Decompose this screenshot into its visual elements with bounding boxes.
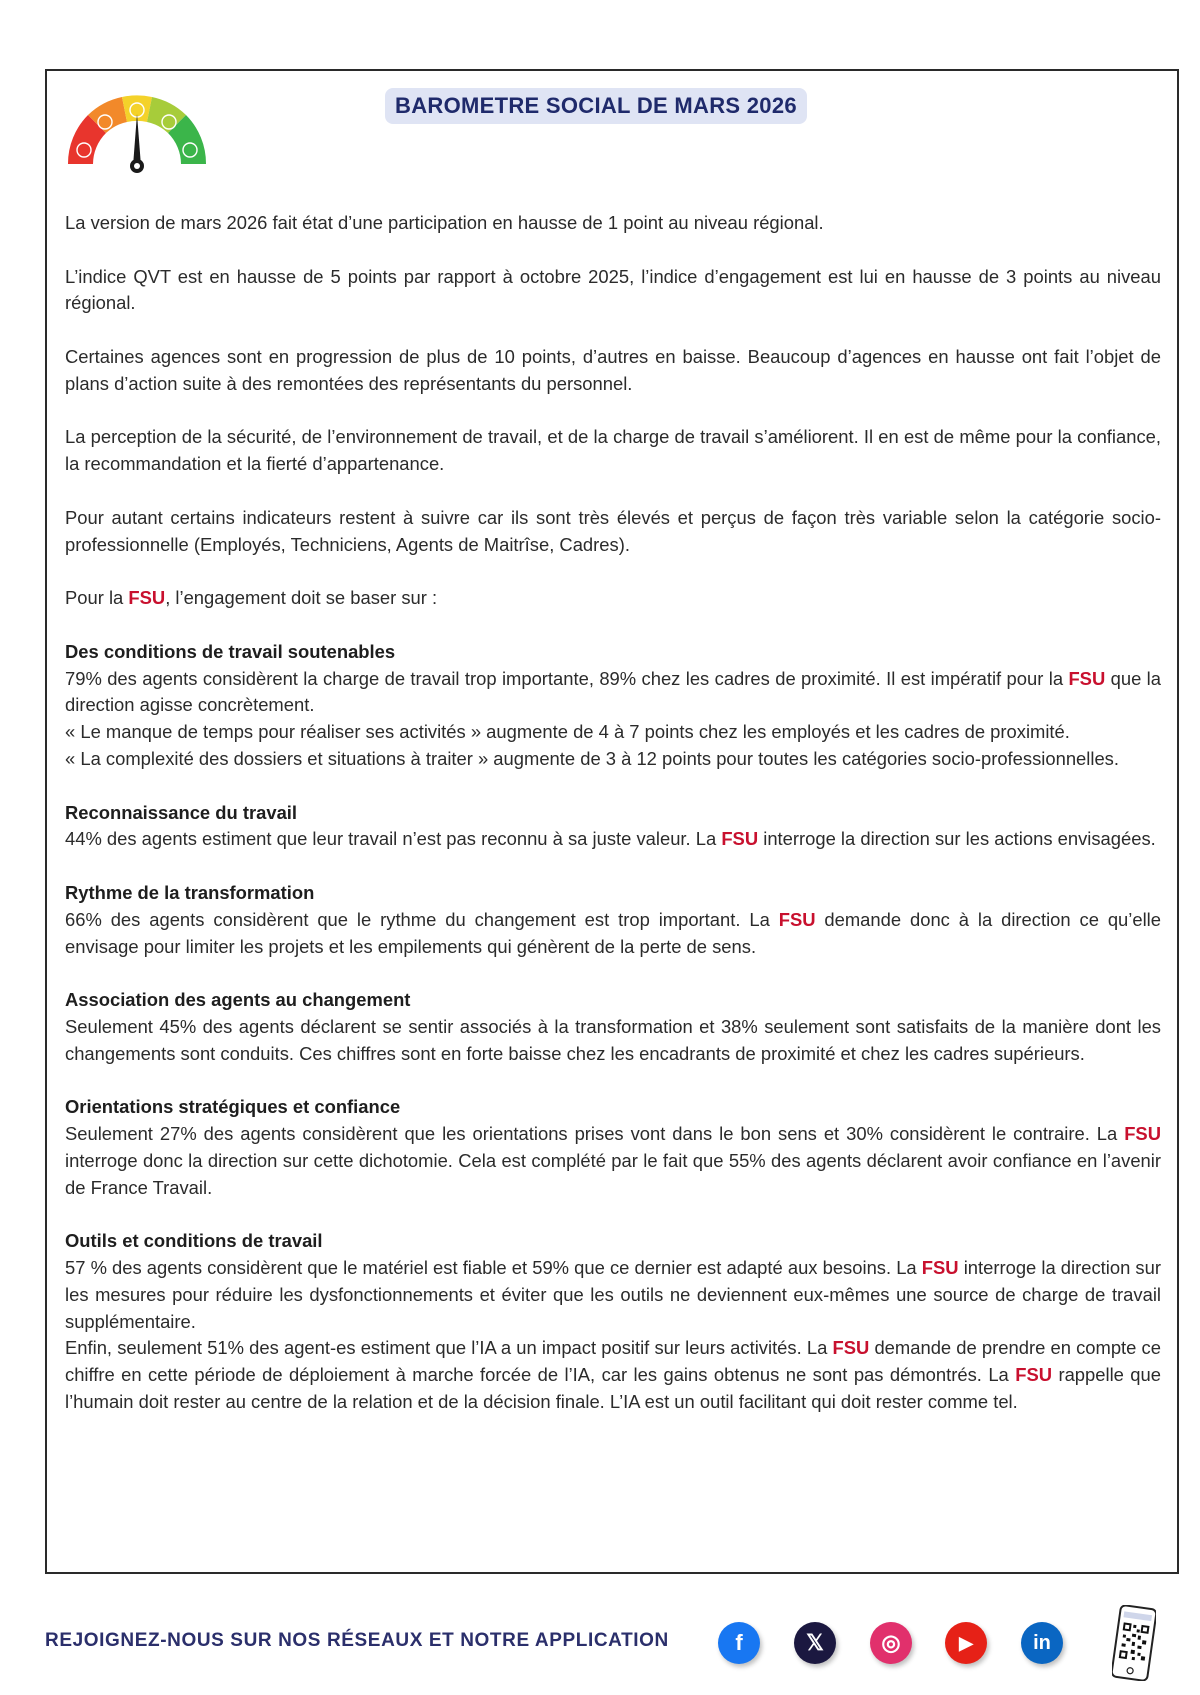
section-paragraph [65, 666, 1161, 720]
youtube-icon[interactable] [945, 1622, 987, 1664]
intro-paragraph: Certaines agences sont en progression de plus de 10 points, d’autres en baisse. Beaucoup d’agences en hausse ont fait l’objet de plans d’action suite à des remontées des représentants du personnel. [65, 345, 1161, 394]
lead-text: , l’engagement doit se baser sur : [165, 587, 438, 609]
section-title: Orientations stratégiques et confiance [65, 1096, 401, 1118]
section-title: Des conditions de travail soutenables [65, 640, 396, 662]
fsu-mention: FSU [921, 1257, 959, 1279]
fsu-mention: FSU [128, 587, 166, 609]
section-paragraph: « La complexité des dossiers et situations à traiter » augmente de 3 à 12 points pour toutes les catégories socio-professionnelles. [65, 747, 1119, 769]
instagram-glyph: ◎ [881, 1630, 901, 1655]
x-glyph: 𝕏 [806, 1630, 824, 1655]
x-icon[interactable] [794, 1622, 836, 1664]
section-paragraph [65, 826, 1161, 853]
section-title: Reconnaissance du travail [65, 801, 298, 823]
fsu-mention: FSU [778, 908, 816, 930]
section-strategy-trust [65, 1094, 1161, 1201]
section-title: Rythme de la transformation [65, 881, 315, 903]
intro-paragraph: La perception de la sécurité, de l’environnement de travail, et de la charge de travail s’améliorent. Il en est de même pour la confiance, la recommandation et la fierté d’appartenance. [65, 426, 1161, 475]
section-text: interroge la direction sur les mesures pour réduire les dysfonctionnements et éviter que les outils ne deviennent eux-mêmes une source de charge de travail supplémentaire. [65, 1257, 1161, 1332]
barometer-gauge-icon [64, 92, 210, 176]
section-text: Seulement 27% des agents considèrent que les orientations prises vont dans le bon sens et 30% considèrent le contraire. La [65, 1123, 1125, 1145]
section-text: interroge la direction sur les actions envisagées. [758, 828, 1156, 850]
linkedin-icon[interactable] [1021, 1622, 1063, 1664]
fsu-mention: FSU [1015, 1364, 1053, 1386]
lead-text: Pour la [65, 587, 129, 609]
footer-call-to-action: REJOIGNEZ-NOUS SUR NOS RÉSEAUX ET NOTRE APPLICATION [45, 1630, 669, 1651]
section-title: Outils et conditions de travail [65, 1230, 323, 1252]
section-text: 57 % des agents considèrent que le matériel est fiable et 59% que ce dernier est adapté aux besoins. La [65, 1257, 922, 1279]
fsu-mention: FSU [721, 828, 759, 850]
intro-paragraph: Pour autant certains indicateurs restent à suivre car ils sont très élevés et perçus de façon très variable selon la catégorie socio-professionnelle (Employés, Techniciens, Agents de Maitrîse, Cadres). [65, 506, 1161, 555]
section-text: Enfin, seulement 51% des agent-es estiment que l’IA a un impact positif sur leurs activités. La [65, 1337, 833, 1359]
linkedin-glyph: in [1033, 1631, 1051, 1654]
fsu-mention: FSU [1124, 1123, 1161, 1145]
fsu-mention: FSU [832, 1337, 870, 1359]
section-paragraph: « Le manque de temps pour réaliser ses activités » augmente de 4 à 7 points chez les employés et les cadres de proximité. [65, 721, 1070, 743]
fsu-mention: FSU [1068, 667, 1106, 689]
section-text: que la direction agisse concrètement. [65, 667, 1161, 716]
facebook-icon[interactable] [718, 1622, 760, 1664]
section-text: demande donc à la direction ce qu’elle envisage pour limiter les projets et les empilements qui génèrent de la perte de sens. [65, 908, 1161, 957]
youtube-glyph: ▶ [959, 1632, 973, 1653]
section-paragraph: Seulement 45% des agents déclarent se sentir associés à la transformation et 38% seulement sont satisfaits de la manière dont les changements sont conduits. Ces chiffres sont en forte baisse chez les encadrants de proximité et chez les cadres supérieurs. [65, 1015, 1161, 1064]
section-text: 66% des agents considèrent que le rythme du changement est trop important. La [65, 908, 779, 930]
section-title: Association des agents au changement [65, 989, 411, 1011]
section-paragraph [65, 907, 1161, 961]
section-text: interroge donc la direction sur cette dichotomie. Cela est complété par le fait que 55% des agents déclarent avoir confiance en l’avenir de France Travail. [65, 1149, 1161, 1198]
qr-code-phone-icon[interactable] [1112, 1605, 1156, 1681]
lead-paragraph [65, 585, 1161, 612]
section-tools [65, 1228, 1161, 1416]
section-agent-association [65, 987, 1161, 1067]
section-paragraph [65, 1335, 1161, 1415]
instagram-icon[interactable] [870, 1622, 912, 1664]
section-paragraph [65, 1121, 1161, 1201]
article-body [65, 210, 1161, 1443]
facebook-glyph: f [735, 1630, 743, 1655]
section-text: 44% des agents estiment que leur travail n’est pas reconnu à sa juste valeur. La [65, 828, 722, 850]
section-transformation-pace [65, 880, 1161, 960]
intro-paragraph: L’indice QVT est en hausse de 5 points par rapport à octobre 2025, l’indice d’engagement est lui en hausse de 3 points au niveau régional. [65, 265, 1161, 314]
section-text: 79% des agents considèrent la charge de travail trop importante, 89% chez les cadres de proximité. Il est impératif pour la [65, 667, 1069, 689]
page-title: BAROMETRE SOCIAL DE MARS 2026 [385, 88, 807, 124]
intro-paragraph: La version de mars 2026 fait état d’une participation en hausse de 1 point au niveau régional. [65, 212, 824, 233]
section-text: rappelle que l’humain doit rester au centre de la relation et de la décision finale. L’IA est un outil facilitant qui doit rester comme tel. [65, 1364, 1161, 1413]
section-recognition [65, 800, 1161, 854]
section-text: demande de prendre en compte ce chiffre en cette période de déploiement à marche forcée de l’IA, car les gains obtenus ne sont pas démontrés. La [65, 1337, 1161, 1386]
section-workload [65, 639, 1161, 773]
section-paragraph [65, 1255, 1161, 1335]
